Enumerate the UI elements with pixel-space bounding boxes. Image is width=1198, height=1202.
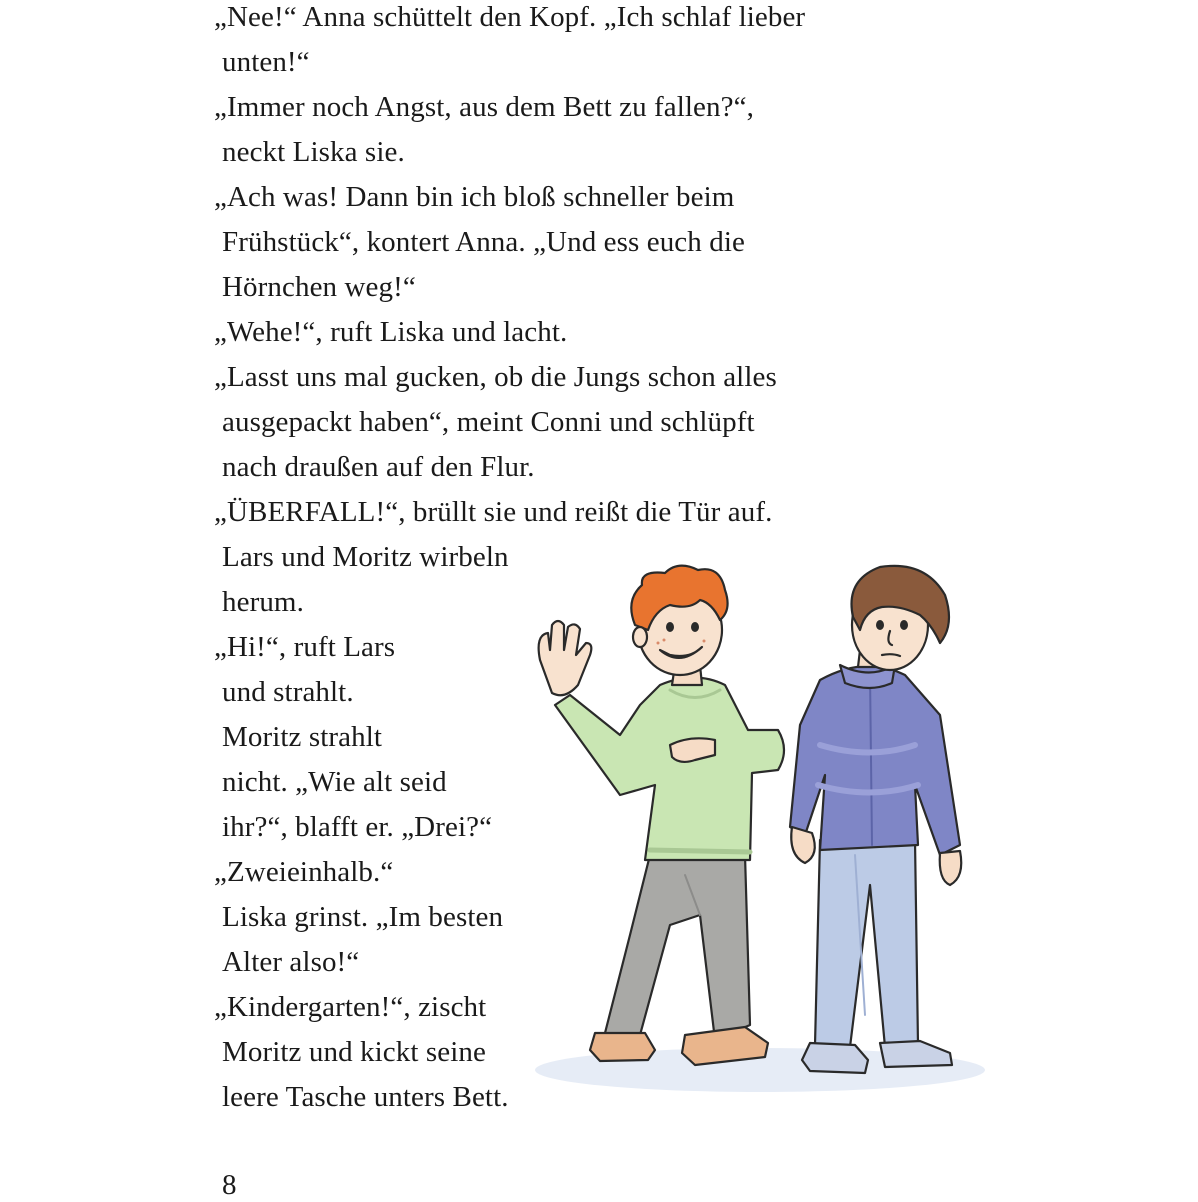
text-line: neckt Liska sie. <box>222 136 405 168</box>
text-line: ihr?“, blafft er. „Drei?“ <box>222 811 493 843</box>
text-line: „Kindergarten!“, zischt <box>214 991 487 1023</box>
text-line: ausgepackt haben“, meint Conni und schlüpft <box>222 406 755 438</box>
text-line: und strahlt. <box>222 676 354 708</box>
illustration-two-boys <box>520 555 990 1105</box>
text-line: „Nee!“ Anna schüttelt den Kopf. „Ich schlaf lieber <box>214 1 806 33</box>
text-line: „Hi!“, ruft Lars <box>214 631 396 663</box>
text-line: unten!“ <box>222 46 310 78</box>
boy-lars <box>539 566 784 1065</box>
text-line: nach draußen auf den Flur. <box>222 451 535 483</box>
text-line: „Immer noch Angst, aus dem Bett zu fallen?“, <box>214 91 754 123</box>
text-line: Moritz strahlt <box>222 721 383 753</box>
text-line: „Zweieinhalb.“ <box>214 856 394 888</box>
text-line: „ÜBERFALL!“, brüllt sie und reißt die Tür auf. <box>214 496 773 528</box>
text-line: Lars und Moritz wirbeln <box>222 541 509 573</box>
text-line: „Ach was! Dann bin ich bloß schneller beim <box>214 181 735 213</box>
text-line: „Lasst uns mal gucken, ob die Jungs schon alles <box>214 361 777 393</box>
boy-moritz <box>790 566 961 1073</box>
text-line: „Wehe!“, ruft Liska und lacht. <box>214 316 568 348</box>
text-line: Moritz und kickt seine <box>222 1036 486 1068</box>
text-line: Alter also!“ <box>222 946 360 978</box>
text-line: Liska grinst. „Im besten <box>222 901 504 933</box>
text-line: Frühstück“, kontert Anna. „Und ess euch die <box>222 226 745 258</box>
text-line: leere Tasche unters Bett. <box>222 1081 509 1113</box>
text-line: nicht. „Wie alt seid <box>222 766 447 798</box>
page-number: 8 <box>222 1169 237 1201</box>
text-line: Hörnchen weg!“ <box>222 271 416 303</box>
text-line: herum. <box>222 586 304 618</box>
